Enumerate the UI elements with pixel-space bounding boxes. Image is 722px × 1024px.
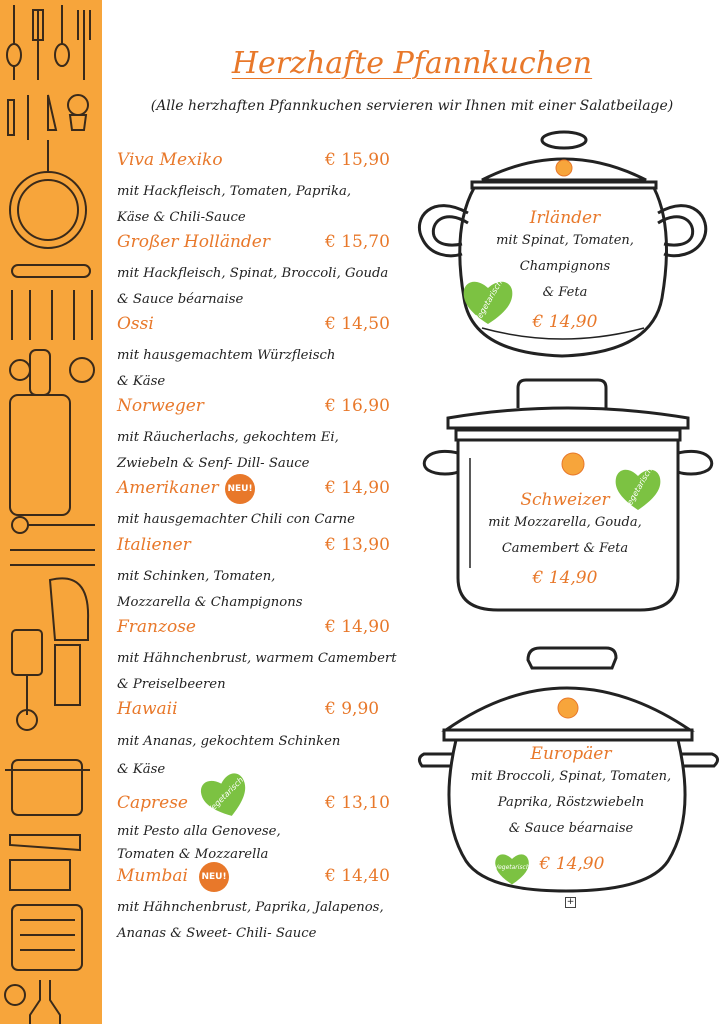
pot-price: € 14,90: [532, 312, 598, 332]
item-price: € 14,90: [325, 478, 390, 498]
pot-name: Europäer: [530, 744, 612, 764]
item-name: Amerikaner: [117, 478, 219, 498]
sidebar-utensil-pattern: [0, 0, 102, 1024]
item-name: Caprese: [117, 793, 188, 813]
item-price: € 14,40: [325, 866, 390, 886]
pot-name: Irländer: [529, 208, 601, 228]
menu-item: [117, 150, 397, 232]
item-price: € 9,90: [325, 699, 380, 719]
item-description: mit Ananas, gekochtem Schinken & Käse: [117, 734, 341, 777]
pot-description: mit Spinat, Tomaten, Champignons & Feta: [496, 233, 634, 300]
vegetarian-heart-icon: [612, 464, 664, 512]
item-name: Mumbai: [117, 866, 188, 886]
pot-europaeer: [462, 744, 680, 842]
pot-description: mit Mozzarella, Gouda, Camembert & Feta: [488, 515, 642, 556]
item-price: € 14,50: [325, 314, 390, 334]
menu-item: [117, 314, 397, 396]
svg-text:Vegetarisch: Vegetarisch: [622, 465, 655, 511]
item-price: € 15,90: [325, 150, 390, 170]
menu-item: [117, 478, 397, 535]
item-price: € 14,90: [325, 617, 390, 637]
item-name: Viva Mexiko: [117, 150, 223, 170]
item-name: Ossi: [117, 314, 154, 334]
item-price: € 13,10: [325, 793, 390, 813]
menu-item: [117, 535, 397, 617]
menu-list: [117, 150, 397, 948]
item-name: Großer Holländer: [117, 232, 270, 252]
pot-name: Schweizer: [520, 490, 610, 510]
menu-item: [117, 232, 397, 314]
item-name: Italiener: [117, 535, 191, 555]
menu-item: [117, 699, 397, 793]
item-description: mit Räucherlachs, gekochtem Ei, Zwiebeln & Senf- Dill- Sauce: [117, 430, 339, 471]
item-description: mit Hähnchenbrust, warmem Camembert & Preiselbeeren: [117, 651, 397, 692]
item-name: Franzose: [117, 617, 196, 637]
vegetarian-heart-icon: [492, 850, 532, 886]
title-text: Herzhafte Pfannkuchen: [231, 46, 593, 81]
pot-price: € 14,90: [539, 854, 605, 874]
new-badge-icon: NEU!: [199, 862, 229, 892]
pot-price-europaeer: [532, 854, 612, 874]
item-price: € 16,90: [325, 396, 390, 416]
item-description: mit Hackfleisch, Spinat, Broccoli, Gouda & Sauce béarnaise: [117, 266, 389, 307]
svg-text:Vegetarisch: Vegetarisch: [494, 863, 530, 871]
menu-item: [117, 775, 397, 866]
pot-description: mit Broccoli, Spinat, Tomaten, Paprika, Röstzwiebeln & Sauce béarnaise: [470, 769, 672, 836]
menu-item: [117, 617, 397, 699]
menu-item: [117, 866, 397, 948]
vegetarian-heart-icon: [460, 276, 516, 326]
page-title: [102, 46, 722, 81]
item-name: Norweger: [117, 396, 204, 416]
svg-text:Vegetarisch: Vegetarisch: [205, 775, 246, 816]
item-description: mit Hackfleisch, Tomaten, Paprika, Käse & Chili-Sauce: [117, 184, 352, 225]
item-description: mit hausgemachtem Würzfleisch & Käse: [117, 348, 336, 389]
item-description: mit Hähnchenbrust, Paprika, Jalapenos, Ananas & Sweet- Chili- Sauce: [117, 900, 384, 941]
kitchen-utensils-icon: [0, 0, 102, 1024]
item-description: mit hausgemachter Chili con Carne: [117, 512, 355, 527]
item-name: Hawaii: [117, 699, 178, 719]
menu-item: [117, 396, 397, 478]
item-price: € 15,70: [325, 232, 390, 252]
item-price: € 13,90: [325, 535, 390, 555]
subtitle: (Alle herzhaften Pfannkuchen servieren wir Ihnen mit einer Salatbeilage): [150, 98, 674, 114]
new-badge-icon: NEU!: [225, 474, 255, 504]
item-description: mit Pesto alla Genovese, Tomaten & Mozzarella: [117, 824, 281, 862]
item-description: mit Schinken, Tomaten, Mozzarella & Champignons: [117, 569, 303, 610]
svg-text:Vegetarisch: Vegetarisch: [472, 278, 505, 324]
pot-price: € 14,90: [532, 568, 598, 588]
plus-icon[interactable]: +: [566, 897, 575, 907]
vegetarian-heart-icon: [199, 771, 251, 819]
